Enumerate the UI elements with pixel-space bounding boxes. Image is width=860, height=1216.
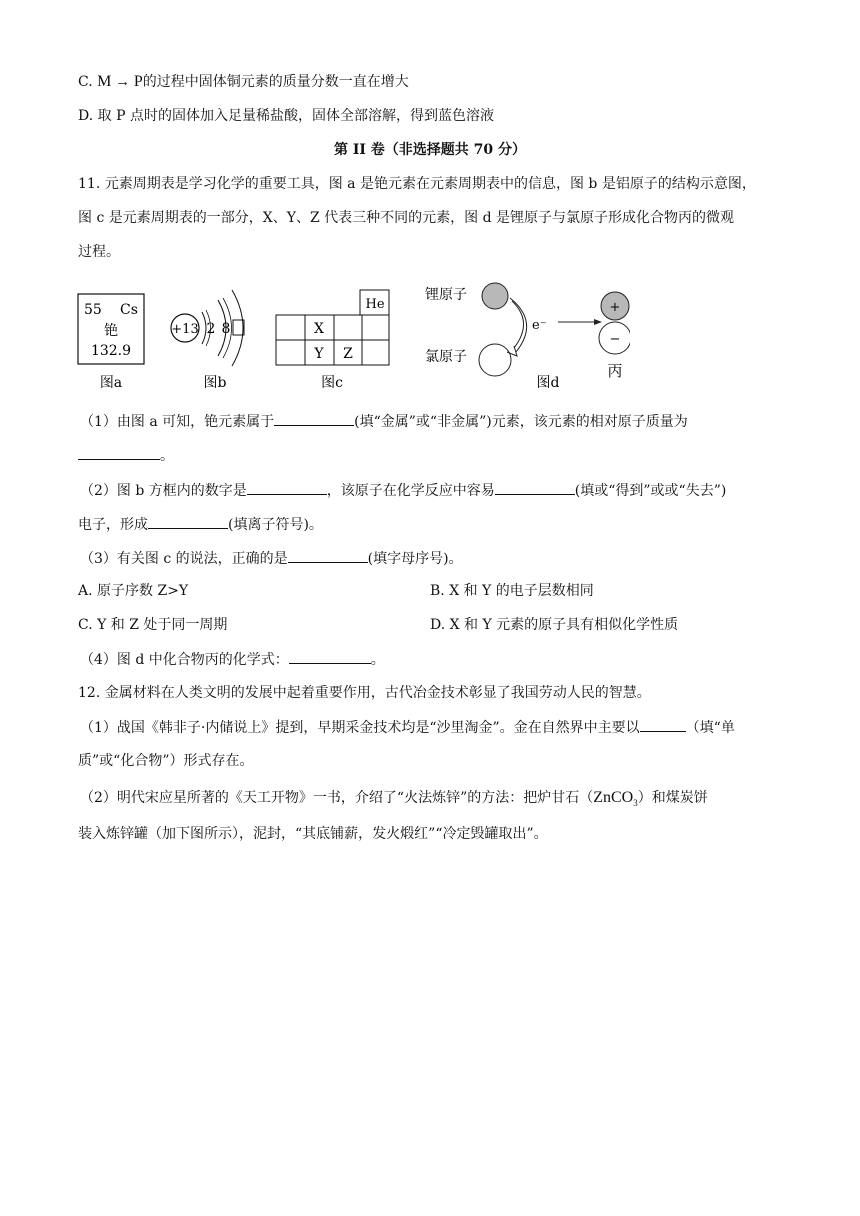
option-c	[78, 72, 409, 92]
figure-d-arrow-icon	[594, 319, 602, 325]
formula-m: M	[97, 73, 112, 90]
figure-d-electron: e⁻	[532, 318, 547, 333]
figure-c-cell-r1c1	[276, 315, 305, 340]
figure-a	[78, 294, 144, 391]
figure-a-mass: 132.9	[90, 343, 132, 359]
q12-intro: 12. 金属材料在人类文明的发展中起着重要作用，古代冶金技术彰显了我国劳动人民的智慧。	[78, 685, 651, 701]
formula-znco3: ZnCO$_3$	[593, 789, 638, 809]
arrow-icon: →	[111, 74, 134, 90]
option-c-text: 的过程中固体铜元素的质量分数一直在增大	[142, 74, 409, 90]
answer-blank[interactable]	[148, 514, 228, 529]
figure-b-caption: 图b	[203, 375, 227, 391]
figure-c-x: X	[314, 321, 324, 337]
figure-c-y: Y	[314, 346, 324, 362]
figure-b-shell-1: 2	[206, 321, 216, 337]
figure-d-plus: +	[609, 300, 621, 315]
q12-part-1-cont: 质”或“化合物”）形式存在。	[78, 753, 254, 769]
q11-option-b: B. X 和 Y 的电子层数相同	[430, 583, 594, 599]
q11-part-4: （4）图 d 中化合物丙的化学式： 。	[80, 649, 385, 670]
figure-d-cl-label: 氯原子	[425, 349, 467, 365]
figure-c-cell-r1c3	[334, 315, 362, 340]
q11-option-c: C. Y 和 Z 处于同一周期	[78, 617, 228, 633]
figure-d	[425, 283, 630, 391]
figure-c-he: He	[365, 297, 385, 312]
q11-intro-line-3: 过程。	[78, 244, 120, 260]
figure-b-shell-arc-1	[202, 312, 206, 344]
q11-part-1-cont: 。	[78, 445, 174, 466]
figure-c-cell-r2c1	[276, 340, 305, 365]
answer-blank[interactable]	[640, 717, 686, 732]
figure-c-cell-r2c4	[362, 340, 389, 365]
formula-p: P	[133, 73, 143, 90]
figure-b-shell-2: 8	[221, 321, 231, 337]
figure-c-caption: 图c	[321, 375, 343, 391]
option-d: D. 取 P 点时的固体加入足量稀盐酸，固体全部溶解，得到蓝色溶液	[78, 108, 494, 124]
q11-part-2: （2）图 b 方框内的数字是 ，该原子在化学反应中容易 (填或“得到”或或“失去”)	[80, 480, 726, 501]
figure-a-name: 铯	[104, 323, 118, 339]
q11-part-2-cont: 电子，形成 (填离子符号)。	[78, 514, 323, 535]
q11-option-a: A. 原子序数 Z>Y	[78, 583, 189, 599]
figure-d-curve	[510, 298, 527, 352]
figure-b-nucleus-charge: +13	[171, 322, 199, 337]
figure-c-labels	[313, 297, 384, 391]
figure-row	[70, 282, 630, 394]
answer-blank[interactable]	[495, 480, 575, 495]
figure-c-cell-r1c4	[362, 315, 389, 340]
figure-d-product: 丙	[607, 362, 623, 380]
answer-blank[interactable]	[78, 445, 160, 460]
option-c-prefix: C.	[78, 74, 98, 90]
answer-blank[interactable]	[289, 649, 371, 664]
figure-d-minus: −	[609, 332, 621, 347]
figure-d-cl-atom	[479, 344, 511, 376]
figure-d-li-label: 锂原子	[425, 287, 467, 303]
q11-intro-line-1: 11. 元素周期表是学习化学的重要工具，图 a 是铯元素在元素周期表中的信息，图 b 是铝原子的结构示意图，	[78, 176, 756, 192]
q12-part-1: （1）战国《韩非子·内储说上》提到，早期采金技术均是“沙里淘金”。金在自然界中主要以 （填“单	[80, 717, 735, 738]
figure-a-number: 55	[84, 302, 102, 318]
figure-d-caption: 图d	[536, 375, 560, 391]
q11-part-1: （1）由图 a 可知，铯元素属于 (填“金属”或“非金属”)元素，该元素的相对原子质量为	[80, 411, 688, 432]
q12-part-2-cont: 装入炼锌罐（加下图所示），泥封，“其底铺薪，发火煅红”“冷定毁罐取出”。	[78, 826, 548, 842]
answer-blank[interactable]	[247, 480, 327, 495]
q11-option-d: D. X 和 Y 元素的原子具有相似化学性质	[430, 617, 679, 633]
figure-b	[171, 290, 244, 391]
answer-blank[interactable]	[274, 411, 354, 426]
figure-b-shell-arc-3	[232, 290, 243, 366]
figure-c-z: Z	[343, 346, 353, 362]
figure-a-symbol: Cs	[120, 302, 138, 318]
figure-a-caption: 图a	[99, 375, 123, 391]
section-title: 第 II 卷（非选择题共 70 分）	[333, 142, 527, 158]
q12-part-2: （2）明代宋应星所著的《天工开物》一书，介绍了“火法炼锌”的方法：把炉甘石（ZnCO$_3$）和煤炭饼	[80, 789, 708, 809]
figure-d-curve-inner	[512, 301, 524, 348]
figure-d-li-atom	[482, 283, 508, 309]
q11-intro-line-2: 图 c 是元素周期表的一部分，X、Y、Z 代表三种不同的元素，图 d 是锂原子与氯原子形成化合物丙的微观	[78, 210, 734, 226]
answer-blank[interactable]	[288, 548, 368, 563]
q11-part-3: （3）有关图 c 的说法，正确的是 (填字母序号)。	[80, 548, 463, 569]
